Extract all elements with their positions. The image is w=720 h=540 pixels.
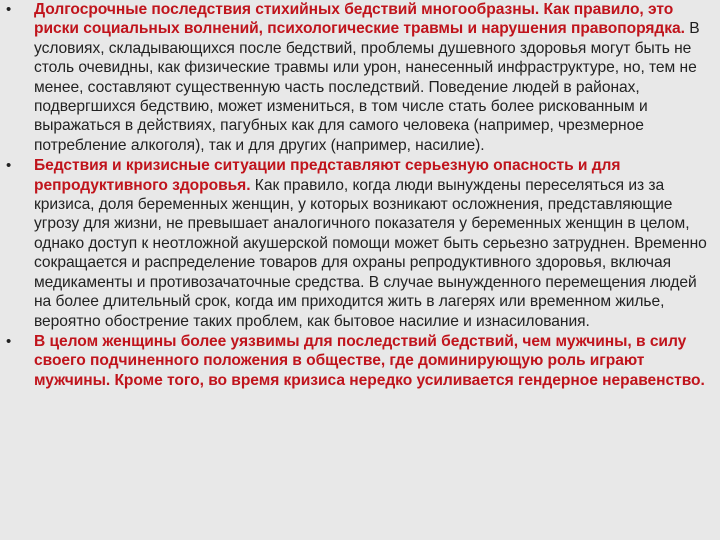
bullet-item-3 (0, 332, 710, 390)
bullet-2-body: Как правило, когда люди вынуждены переселяться из за кризиса, доля беременных женщин, у которых возникают осложнения, представляющие угрозу для жизни, не превышает аналогичного показателя у беременных женщин в целом, однако доступ к неотложной акушерской помощи может быть серьезно затруднен. Временно сокращается и распределение товаров для охраны репродуктивного здоровья, включая медикаменты и противозачаточные средства. В случае вынужденного перемещения людей на более длительный срок, когда им приходится жить в лагерях или временном жилье, вероятно обострение таких проблем, как бытовое насилие и изнасилования. (34, 176, 707, 330)
bullet-item-2 (0, 156, 710, 331)
bullet-3-emphasis: В целом женщины более уязвимы для последствий бедствий, чем мужчины, в силу своего подчиненного положения в обществе, где доминирующую роль играют мужчины. Кроме того, во время кризиса нередко усиливается гендерное неравенство. (34, 332, 705, 389)
bullet-dot-icon: • (6, 157, 12, 175)
bullet-dot-icon: • (6, 1, 12, 18)
bullet-1-body: В условиях, складывающихся после бедствий, проблемы душевного здоровья могут быть не столь очевидны, как физические травмы или урон, нанесенный инфраструктуре, но, тем не менее, составляют существенную часть последствий. Поведение людей в районах, подвергшихся бедствию, может измениться, в том числе стать более рискованным и выражаться в действиях, пагубных как для самого человека (например, чрезмерное потребление алкоголя), так и для других (например, насилие). (34, 20, 700, 154)
bullet-1-emphasis: Долгосрочные последствия стихийных бедствий многообразны. Как правило, это риски социальных волнений, психологические травмы и нарушения правопорядка. (34, 1, 685, 38)
bullet-item-1 (0, 0, 710, 155)
bullet-2-emphasis: Бедствия и кризисные ситуации представляют серьезную опасность и для репродуктивного здоровья. (34, 157, 621, 194)
bullet-dot-icon: • (6, 332, 12, 350)
